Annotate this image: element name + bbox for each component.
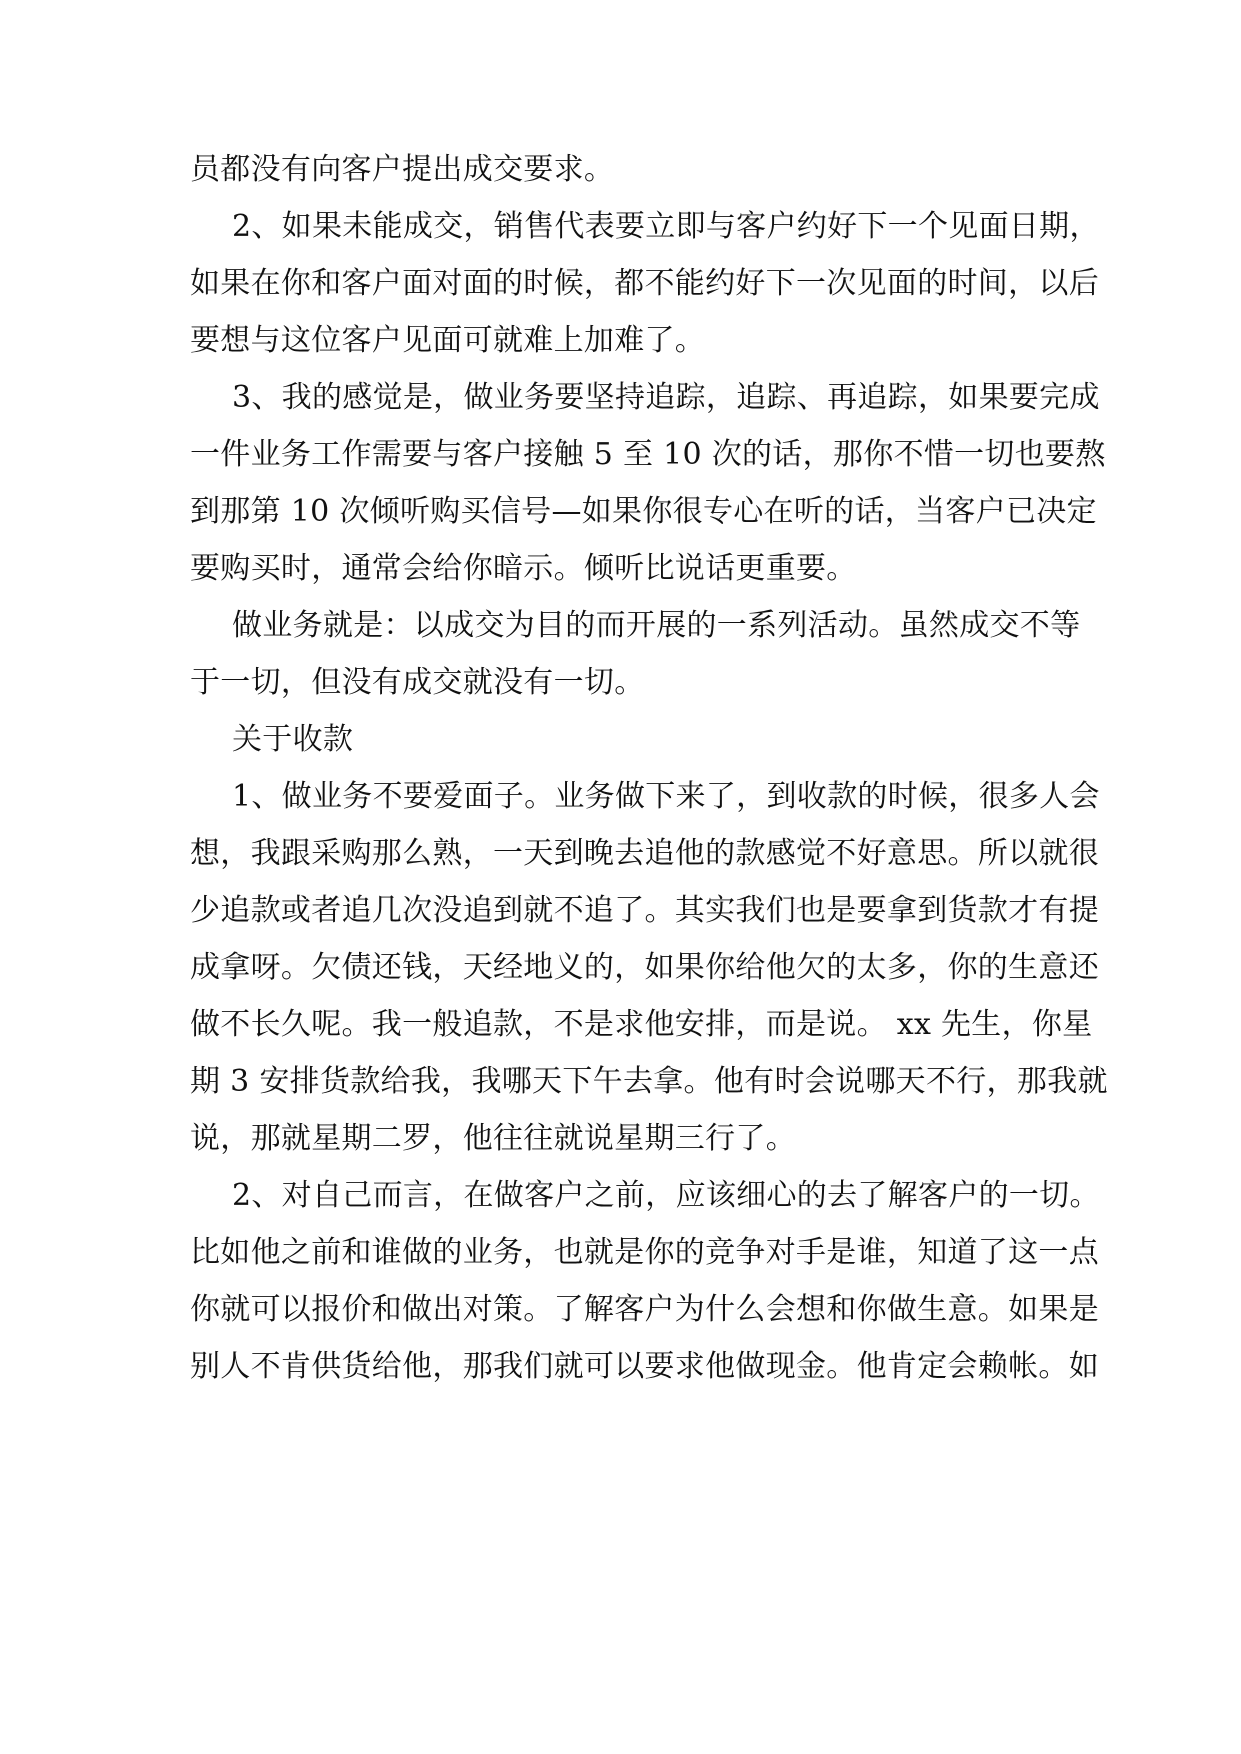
text-line: 如果在你和客户面对面的时候，都不能约好下一次见面的时间，以后 [190, 266, 1099, 301]
text-line: 少追款或者追几次没追到就不追了。其实我们也是要拿到货款才有提 [190, 893, 1099, 928]
paragraph-start-line: 2、对自己而言，在做客户之前，应该细心的去了解客户的一切。 [232, 1178, 1100, 1213]
text-line: 要想与这位客户见面可就难上加难了。 [190, 323, 706, 358]
paragraph-start-line: 3、我的感觉是，做业务要坚持追踪，追踪、再追踪，如果要完成 [232, 380, 1100, 415]
section-heading: 关于收款 [232, 722, 354, 757]
text-line: 员都没有向客户提出成交要求。 [190, 152, 615, 187]
text-line: 你就可以报价和做出对策。了解客户为什么会想和你做生意。如果是 [190, 1292, 1099, 1327]
text-line: 一件业务工作需要与客户接触 5 至 10 次的话，那你不惜一切也要熬 [190, 437, 1106, 472]
text-line: 到那第 10 次倾听购买信号—如果你很专心在听的话，当客户已决定 [190, 494, 1097, 529]
paragraph-start-line: 做业务就是：以成交为目的而开展的一系列活动。虽然成交不等 [232, 608, 1081, 643]
text-line: 想，我跟采购那么熟，一天到晚去追他的款感觉不好意思。所以就很 [190, 836, 1099, 871]
paragraph-start-line: 2、如果未能成交，销售代表要立即与客户约好下一个见面日期， [232, 209, 1100, 244]
text-line: 成拿呀。欠债还钱，天经地义的，如果你给他欠的太多，你的生意还 [190, 950, 1099, 985]
text-line: 于一切，但没有成交就没有一切。 [190, 665, 645, 700]
text-line: 期 3 安排货款给我，我哪天下午去拿。他有时会说哪天不行，那我就 [190, 1064, 1108, 1099]
text-line: 说，那就星期二罗，他往往就说星期三行了。 [190, 1121, 796, 1156]
text-line: 别人不肯供货给他，那我们就可以要求他做现金。他肯定会赖帐。如 [190, 1349, 1099, 1384]
text-line: 做不长久呢。我一般追款，不是求他安排，而是说。 xx 先生，你星 [190, 1007, 1093, 1042]
paragraph-start-line: 1、做业务不要爱面子。业务做下来了，到收款的时候，很多人会 [232, 779, 1100, 814]
text-line: 要购买时，通常会给你暗示。倾听比说话更重要。 [190, 551, 857, 586]
text-line: 比如他之前和谁做的业务，也就是你的竞争对手是谁，知道了这一点 [190, 1235, 1099, 1270]
